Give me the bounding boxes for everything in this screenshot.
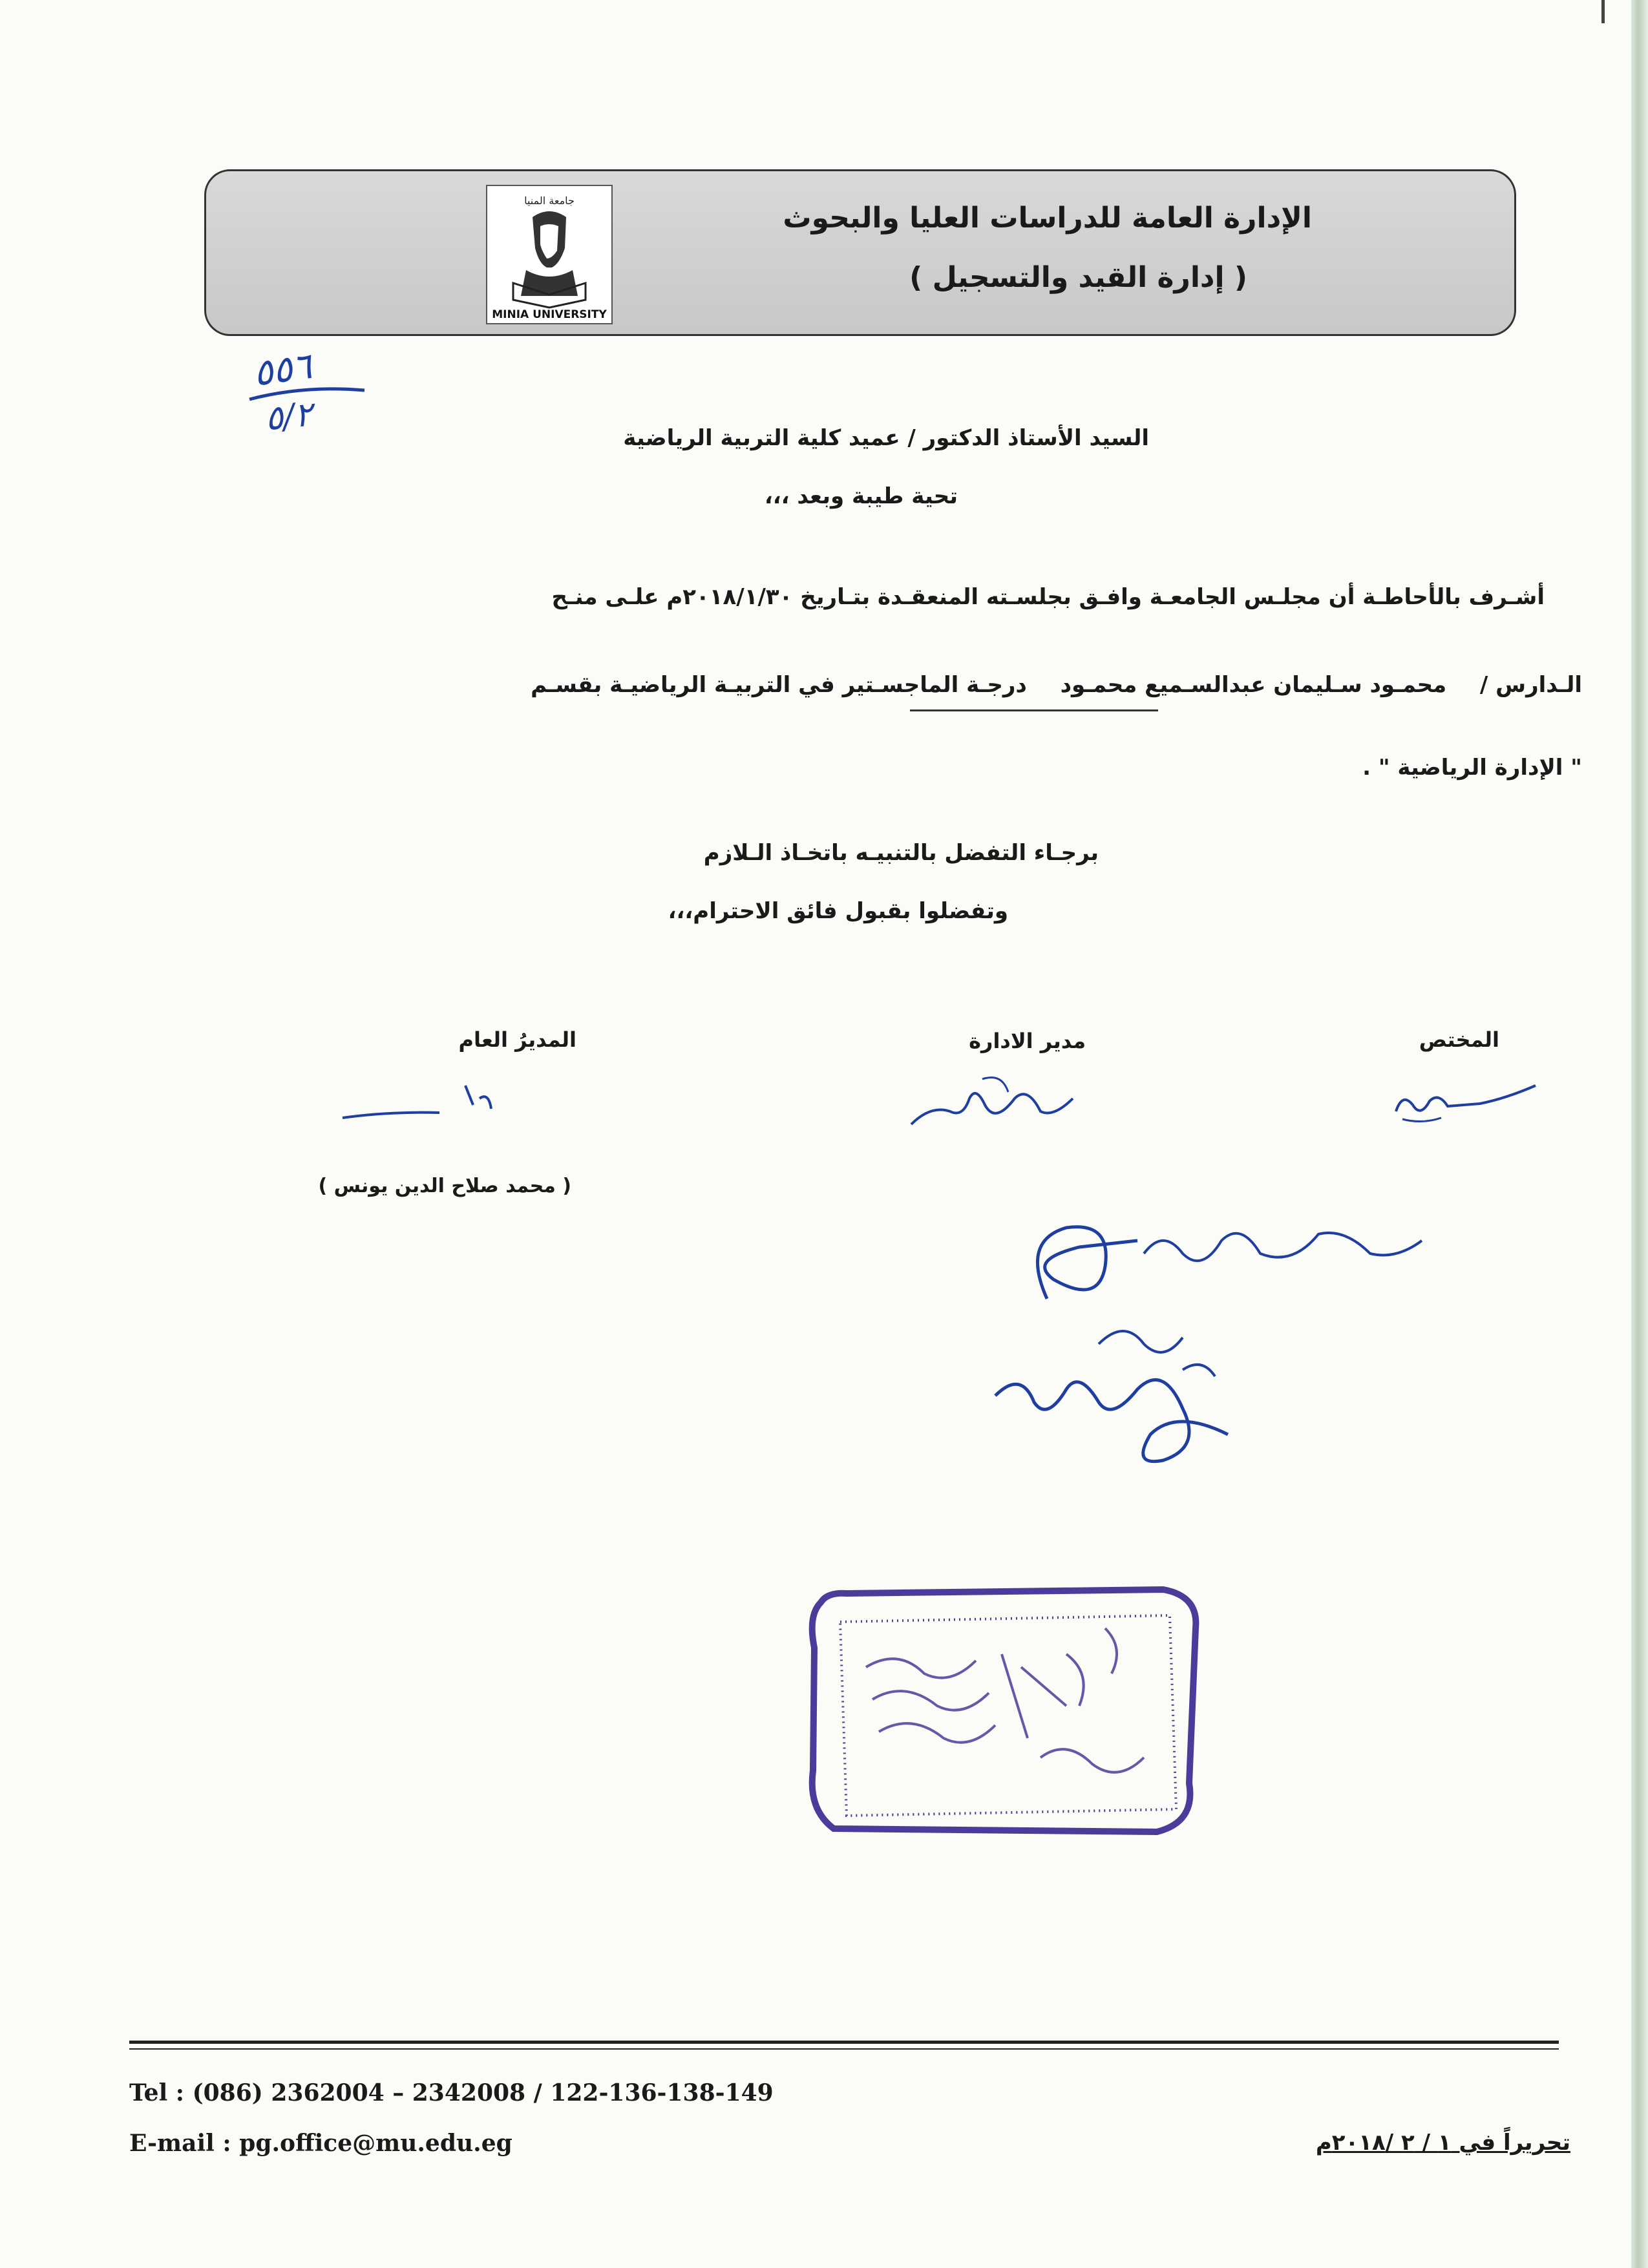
footer-telephone: Tel : (086) 2362004 – 2342008 / 122-136-138-149 [129,2079,774,2106]
general-manager-title: المديرُ العام [458,1027,576,1052]
official-stamp [795,1577,1215,1848]
scan-mark [1601,0,1605,23]
general-manager-name: ( محمد صلاح الدين يونس ) [318,1175,571,1197]
admin-manager-title: مدير الادارة [969,1029,1086,1053]
body-line-1: أشـرف بالأحاطـة أن مجلـس الجامعـة وافـق بجلسـته المنعقـدة بتـاريخ ٢٠١٨/١/٣٠م علـى منـح [551,584,1545,610]
general-manager-signature [336,1079,504,1131]
specialist-title: المختص [1419,1027,1499,1052]
handwritten-ref-number: ٥٥٦ [250,345,315,395]
header-subtitle: ( إدارة القيد والتسجيل ) [909,261,1247,294]
body-line-2-prefix: الـدارس / [1479,672,1582,698]
greeting-line: تحية طيبة وبعد ،،، [764,483,958,509]
letterhead-box [204,169,1516,336]
footer-email: E-mail : pg.office@mu.edu.eg [129,2130,512,2157]
header-title: الإدارة العامة للدراسات العليا والبحوث [783,202,1312,235]
body-line-2-suffix: درجـة الماجسـتير في التربيـة الرياضيـة بقسـم [531,672,1027,698]
scan-edge [1631,0,1648,2268]
admin-manager-signature [905,1066,1079,1137]
handwritten-annotation [969,1202,1461,1486]
handwritten-ref-sub: ٥/٢ [263,395,315,439]
university-logo [486,185,613,324]
body-line-3: " الإدارة الرياضية " . [1362,755,1582,781]
logo-arabic-text: جامعة المنيا [524,194,575,207]
request-line: برجـاء التفضل بالتنبيـه باتخـاذ الـلازم [703,840,1099,866]
specialist-signature [1383,1073,1545,1131]
footer-date: تحريراً في ١ / ٢ /٢٠١٨م [1315,2130,1570,2156]
closing-line: وتفضلوا بقبول فائق الاحترام،،، [668,898,1008,924]
student-name: محمـود سـليمان عبدالسـميع محمـود [1060,672,1447,698]
footer-rule [129,2041,1559,2044]
addressee-line: السيد الأستاذ الدكتور / عميد كلية التربية الرياضية [623,425,1149,451]
logo-english-text: MINIA UNIVERSITY [492,308,607,321]
body-line-2 [531,672,1582,698]
student-name-underline [910,709,1158,711]
footer-rule-thin [129,2048,1559,2050]
